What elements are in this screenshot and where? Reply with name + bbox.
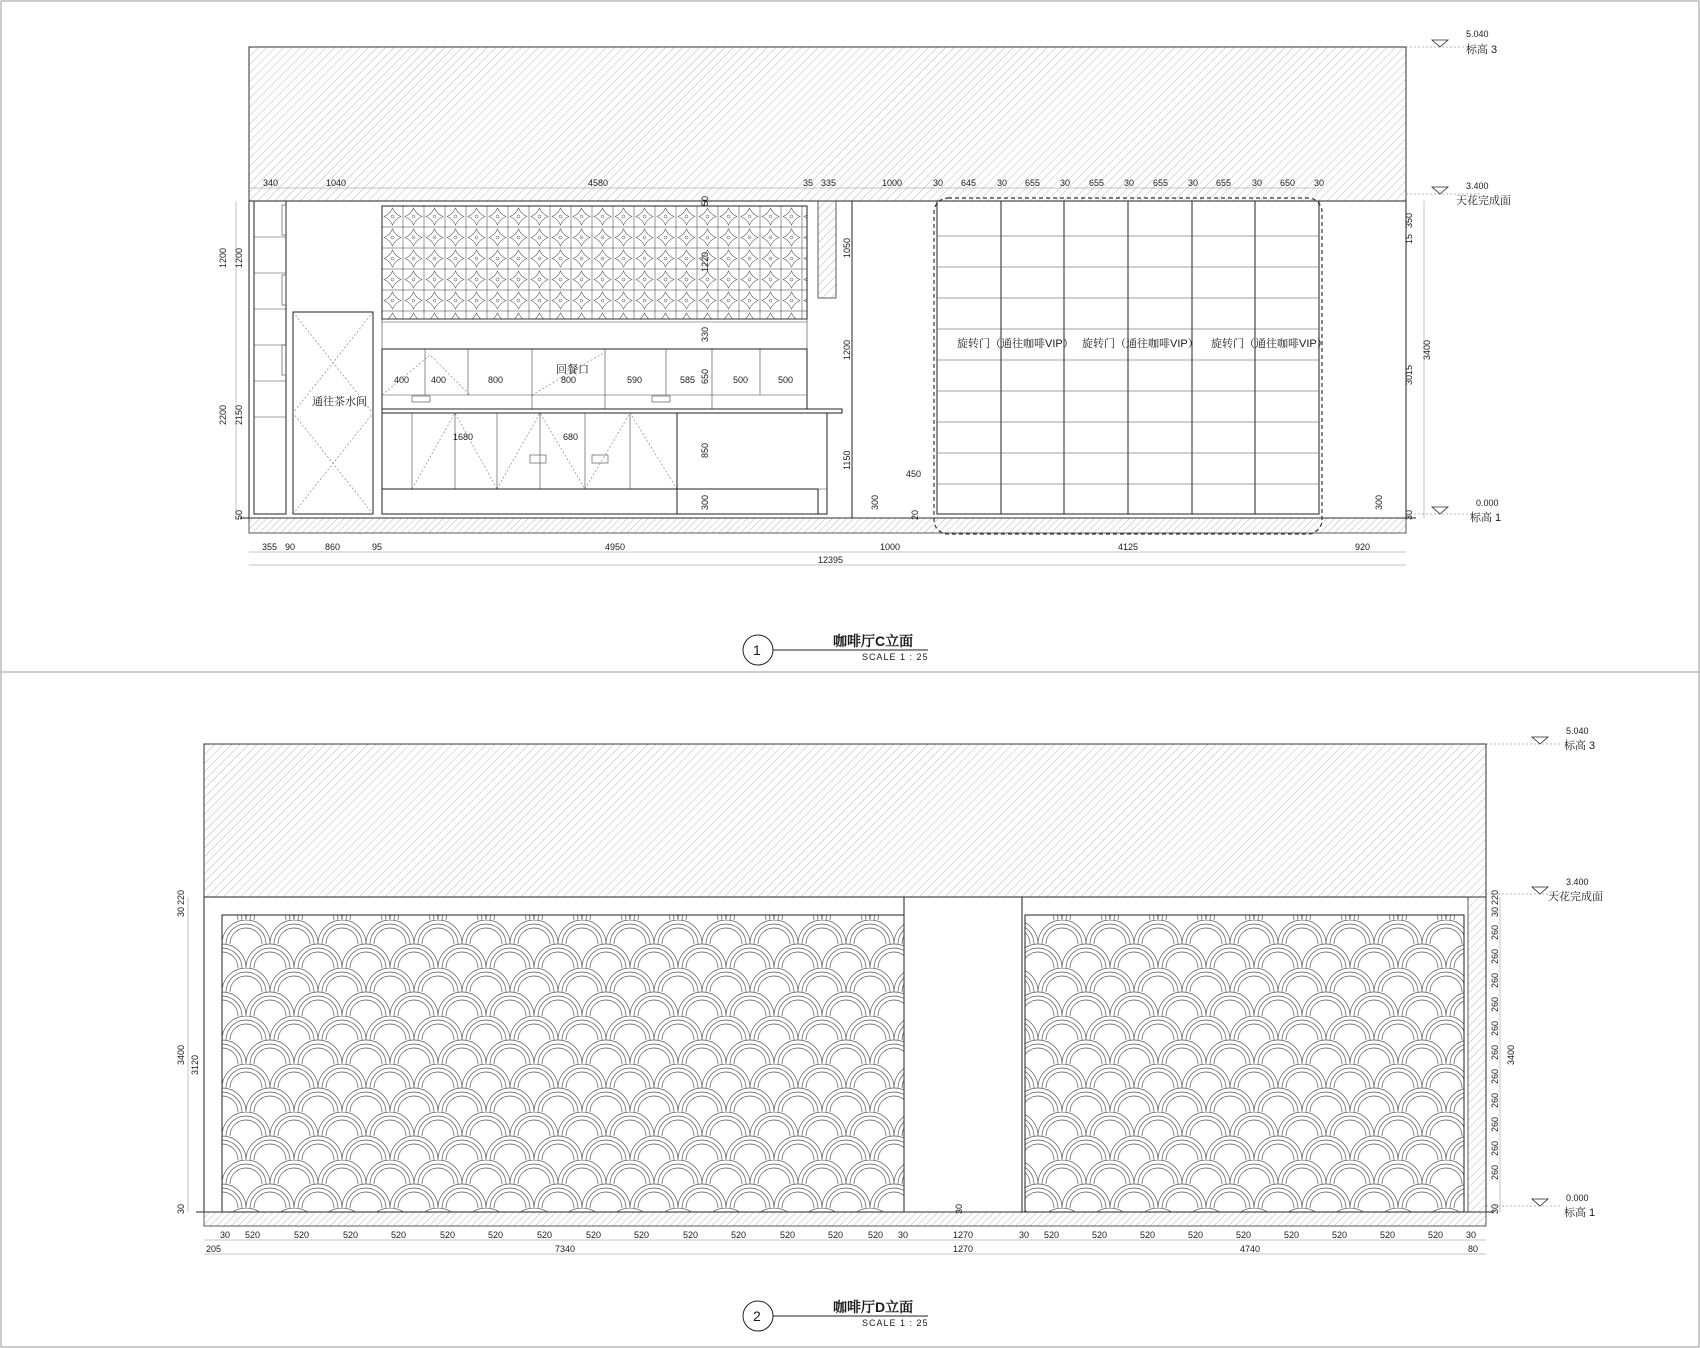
svg-text:260: 260	[1490, 924, 1500, 940]
svg-text:500: 500	[778, 375, 794, 385]
svg-text:300: 300	[870, 494, 880, 510]
svg-text:90: 90	[285, 542, 296, 552]
svg-text:520: 520	[1188, 1230, 1204, 1240]
svg-text:850: 850	[700, 442, 710, 458]
title-block-c	[743, 633, 929, 665]
svg-text:520: 520	[1428, 1230, 1444, 1240]
display-grid	[937, 201, 1319, 514]
svg-text:520: 520	[1140, 1230, 1156, 1240]
svg-text:520: 520	[634, 1230, 650, 1240]
svg-text:300: 300	[1374, 494, 1384, 510]
svg-text:520: 520	[440, 1230, 456, 1240]
svg-text:2150: 2150	[234, 404, 244, 425]
svg-text:1270: 1270	[953, 1230, 974, 1240]
svg-text:260: 260	[1490, 1020, 1500, 1036]
svg-text:350: 350	[1404, 212, 1414, 228]
svg-text:520: 520	[868, 1230, 884, 1240]
svg-text:260: 260	[1490, 1068, 1500, 1084]
svg-text:30: 30	[898, 1230, 909, 1240]
svg-text:260: 260	[1490, 996, 1500, 1012]
svg-text:30: 30	[1060, 178, 1071, 188]
svg-text:12395: 12395	[818, 555, 844, 565]
dims-left-c	[218, 201, 244, 520]
svg-text:260: 260	[1490, 972, 1500, 988]
level-marker-floor-d	[1486, 1193, 1595, 1219]
svg-text:30: 30	[1314, 178, 1325, 188]
svg-text:30: 30	[176, 906, 186, 917]
svg-text:260: 260	[1490, 948, 1500, 964]
level-marker-top-d	[1486, 726, 1595, 752]
label-door-2: 旋转门（通往咖啡VIP）	[1082, 338, 1199, 350]
svg-text:标高 1: 标高 1	[1564, 1207, 1596, 1219]
svg-text:520: 520	[780, 1230, 796, 1240]
column-hatch	[818, 201, 836, 298]
svg-text:80: 80	[1468, 1244, 1479, 1254]
svg-text:30: 30	[1404, 509, 1414, 520]
scale-c: SCALE 1 : 25	[862, 652, 929, 662]
ceiling-void-hatch-d	[204, 744, 1486, 897]
floor-hatch-d	[204, 1212, 1486, 1226]
svg-text:680: 680	[563, 432, 579, 442]
svg-text:0.000: 0.000	[1566, 1193, 1589, 1203]
svg-text:30: 30	[1124, 178, 1135, 188]
label-door-3: 旋转门（通往咖啡VIP）	[1211, 338, 1328, 350]
svg-text:400: 400	[431, 375, 447, 385]
svg-text:585: 585	[680, 375, 696, 385]
svg-text:520: 520	[828, 1230, 844, 1240]
title-block-d	[743, 1299, 929, 1331]
elevation-c	[218, 29, 1511, 665]
svg-text:260: 260	[1490, 1164, 1500, 1180]
svg-text:3015: 3015	[1404, 364, 1414, 385]
svg-text:330: 330	[700, 326, 710, 342]
tea-room-door	[293, 312, 373, 514]
svg-text:0.000: 0.000	[1476, 498, 1499, 508]
svg-text:1680: 1680	[453, 432, 474, 442]
label-tea-room: 通往茶水间	[312, 396, 367, 408]
svg-text:30: 30	[1188, 178, 1199, 188]
svg-text:4125: 4125	[1118, 542, 1139, 552]
dims-bottom-d	[204, 1230, 1486, 1254]
svg-text:520: 520	[488, 1230, 504, 1240]
svg-text:920: 920	[1355, 542, 1371, 552]
svg-text:30: 30	[1252, 178, 1263, 188]
svg-text:260: 260	[1490, 1092, 1500, 1108]
svg-text:450: 450	[906, 469, 922, 479]
svg-text:520: 520	[294, 1230, 310, 1240]
svg-text:300: 300	[700, 494, 710, 510]
svg-text:520: 520	[1092, 1230, 1108, 1240]
svg-text:655: 655	[1089, 178, 1105, 188]
svg-text:1200: 1200	[218, 247, 228, 268]
svg-text:3.400: 3.400	[1466, 181, 1489, 191]
svg-text:400: 400	[394, 375, 410, 385]
svg-text:520: 520	[683, 1230, 699, 1240]
scale-d: SCALE 1 : 25	[862, 1318, 929, 1328]
svg-text:30: 30	[1490, 1203, 1500, 1214]
svg-text:30: 30	[220, 1230, 231, 1240]
title-c: 咖啡厅C立面	[833, 633, 914, 649]
svg-text:35: 35	[803, 178, 814, 188]
svg-text:标高 3: 标高 3	[1564, 740, 1596, 752]
svg-text:1050: 1050	[842, 237, 852, 258]
svg-text:520: 520	[731, 1230, 747, 1240]
svg-text:30: 30	[1490, 906, 1500, 917]
svg-text:1000: 1000	[882, 178, 903, 188]
fish-scale-panel-right	[1025, 915, 1464, 1212]
svg-text:1270: 1270	[953, 1244, 974, 1254]
column-hatch-d	[1468, 897, 1486, 1212]
svg-text:标高 3: 标高 3	[1466, 44, 1498, 56]
svg-text:655: 655	[1025, 178, 1041, 188]
svg-text:30: 30	[176, 1203, 186, 1214]
svg-text:650: 650	[1280, 178, 1296, 188]
svg-text:335: 335	[821, 178, 837, 188]
svg-text:50: 50	[700, 195, 710, 206]
svg-text:260: 260	[1490, 1140, 1500, 1156]
svg-text:7340: 7340	[555, 1244, 576, 1254]
svg-text:1000: 1000	[880, 542, 901, 552]
svg-text:30: 30	[1019, 1230, 1030, 1240]
svg-text:260: 260	[1490, 1116, 1500, 1132]
svg-text:天花完成面: 天花完成面	[1456, 195, 1511, 207]
svg-text:500: 500	[733, 375, 749, 385]
svg-text:205: 205	[206, 1244, 222, 1254]
svg-text:860: 860	[325, 542, 341, 552]
svg-text:95: 95	[372, 542, 383, 552]
svg-text:590: 590	[627, 375, 643, 385]
svg-text:520: 520	[1284, 1230, 1300, 1240]
level-marker-ceiling-c	[1406, 181, 1511, 207]
svg-text:30: 30	[997, 178, 1008, 188]
svg-text:340: 340	[263, 178, 279, 188]
svg-text:天花完成面: 天花完成面	[1548, 891, 1603, 903]
svg-text:520: 520	[391, 1230, 407, 1240]
svg-text:50: 50	[234, 509, 244, 520]
svg-text:800: 800	[488, 375, 504, 385]
svg-text:520: 520	[586, 1230, 602, 1240]
svg-text:1040: 1040	[326, 178, 347, 188]
svg-text:650: 650	[700, 368, 710, 384]
svg-text:3400: 3400	[176, 1044, 186, 1065]
lattice-screen	[382, 206, 807, 319]
svg-text:1150: 1150	[842, 450, 852, 470]
svg-text:3400: 3400	[1422, 339, 1432, 360]
svg-text:4740: 4740	[1240, 1244, 1261, 1254]
svg-text:655: 655	[1216, 178, 1232, 188]
svg-text:5.040: 5.040	[1566, 726, 1589, 736]
svg-text:1: 1	[753, 642, 761, 658]
svg-text:520: 520	[245, 1230, 261, 1240]
svg-text:20: 20	[910, 509, 920, 520]
label-door-1: 旋转门（通往咖啡VIP）	[957, 338, 1074, 350]
svg-text:5.040: 5.040	[1466, 29, 1489, 39]
svg-text:标高 1: 标高 1	[1470, 512, 1502, 524]
svg-text:4950: 4950	[605, 542, 626, 552]
svg-text:3120: 3120	[190, 1054, 200, 1075]
dims-bottom-c	[249, 542, 1406, 565]
level-marker-ceiling-d	[1486, 877, 1603, 903]
svg-text:520: 520	[1044, 1230, 1060, 1240]
svg-text:2: 2	[753, 1308, 761, 1324]
svg-text:30: 30	[1466, 1230, 1477, 1240]
fish-scale-panel-left	[222, 915, 904, 1212]
svg-text:1200: 1200	[234, 247, 244, 268]
label-serve-window: 回餐口	[556, 364, 589, 376]
svg-text:220: 220	[176, 889, 186, 905]
svg-text:1200: 1200	[842, 339, 852, 360]
svg-text:260: 260	[1490, 1044, 1500, 1060]
svg-text:655: 655	[1153, 178, 1169, 188]
floor-hatch	[249, 518, 1406, 533]
svg-text:1220: 1220	[700, 251, 710, 272]
level-marker-floor-c	[1406, 498, 1501, 524]
title-d: 咖啡厅D立面	[833, 1299, 914, 1315]
dims-right-c	[1374, 201, 1432, 520]
svg-text:30: 30	[933, 178, 944, 188]
svg-text:30: 30	[954, 1203, 964, 1214]
svg-text:520: 520	[343, 1230, 359, 1240]
svg-text:4580: 4580	[588, 178, 609, 188]
svg-text:220: 220	[1490, 889, 1500, 905]
svg-text:520: 520	[1236, 1230, 1252, 1240]
svg-text:520: 520	[1380, 1230, 1396, 1240]
svg-text:15: 15	[1404, 233, 1414, 244]
svg-text:800: 800	[561, 375, 577, 385]
svg-text:2200: 2200	[218, 404, 228, 425]
dims-left-d	[176, 890, 200, 1214]
svg-text:3.400: 3.400	[1566, 877, 1589, 887]
level-marker-top-c	[1406, 29, 1497, 56]
svg-text:355: 355	[262, 542, 278, 552]
svg-text:3400: 3400	[1506, 1044, 1516, 1065]
elevation-d	[176, 726, 1603, 1331]
svg-text:645: 645	[961, 178, 977, 188]
svg-text:520: 520	[1332, 1230, 1348, 1240]
svg-text:520: 520	[537, 1230, 553, 1240]
